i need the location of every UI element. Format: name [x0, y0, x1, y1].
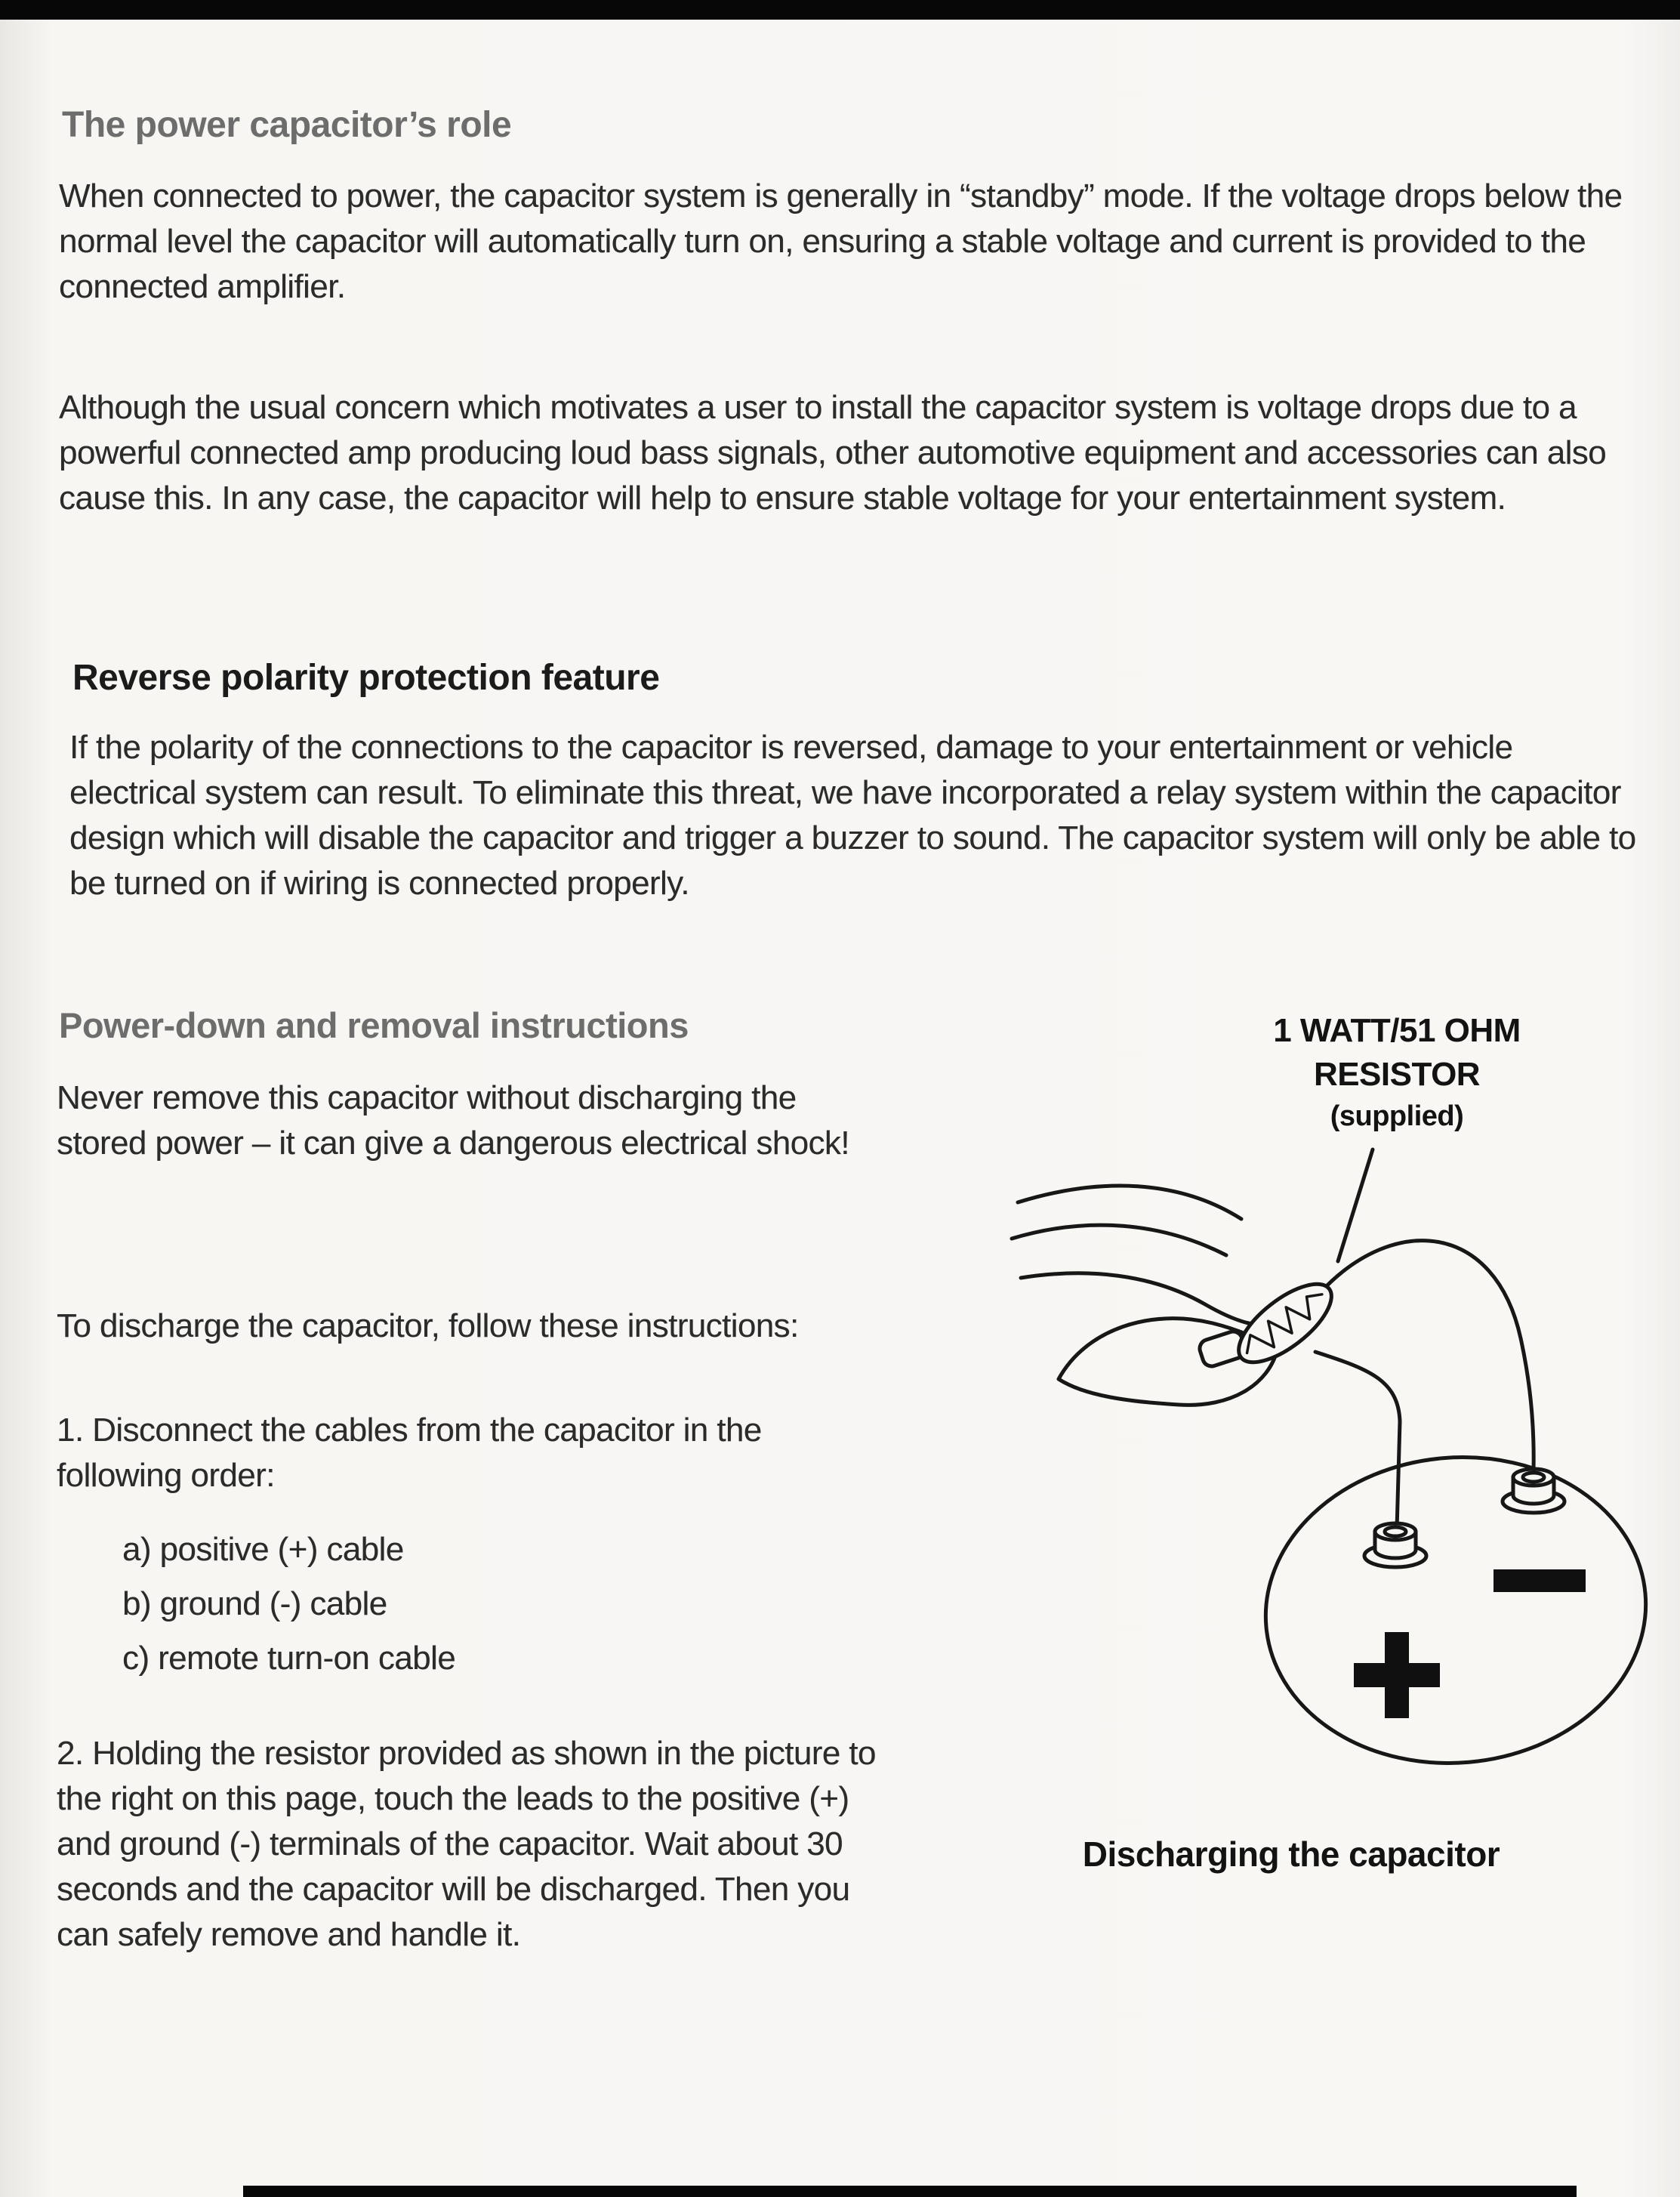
scan-edge-bottom [243, 2186, 1577, 2197]
hand-icon [1012, 1186, 1278, 1405]
heading-reverse-polarity: Reverse polarity protection feature [72, 658, 660, 698]
positive-terminal [1364, 1523, 1426, 1567]
discharge-illustration [974, 1118, 1654, 1873]
list-item-remote-cable: c) remote turn-on cable [122, 1640, 456, 1677]
plus-symbol [1354, 1632, 1440, 1718]
list-item-ground-cable: b) ground (-) cable [122, 1585, 387, 1622]
paragraph-step-1: 1. Disconnect the cables from the capacitor in the following order: [57, 1412, 762, 1494]
capacitor-body [1253, 1442, 1654, 1779]
label-pointer-line [1338, 1149, 1373, 1261]
minus-symbol [1494, 1569, 1586, 1592]
paragraph-discharge-intro: To discharge the capacitor, follow these instructions: [57, 1307, 799, 1344]
resistor-lead-right [1320, 1241, 1534, 1470]
paragraph-role-1: When connected to power, the capacitor system is generally in “standby” mode. If the voltage drops below the normal level the capacitor will automatically turn on, ensuring a stable voltage and current is provided to the connected amplifier. [59, 177, 1623, 305]
paragraph-step-2: 2. Holding the resistor provided as shown in the picture to the right on this page, touch the leads to the positive (+) and ground (-) terminals of the capacitor. Wait about 30 seconds and the capacitor will be discharged. Then you can safely remove and handle it. [57, 1735, 876, 1953]
resistor-label-line2: RESISTOR [1313, 1056, 1481, 1093]
resistor-label [1208, 1009, 1586, 1136]
heading-power-down: Power-down and removal instructions [59, 1005, 689, 1045]
paragraph-discharge-warning: Never remove this capacitor without discharging the stored power – it can give a dangerous electrical shock! [57, 1079, 849, 1162]
scan-edge-top [0, 0, 1680, 20]
list-item-positive-cable: a) positive (+) cable [122, 1531, 404, 1568]
paragraph-role-2: Although the usual concern which motivates a user to install the capacitor system is voltage drops due to a powerful connected amp producing loud bass signals, other automotive equipment and accessories can also cause this. In any case, the capacitor will help to ensure stable voltage for your entertainment system. [59, 389, 1607, 517]
paragraph-reverse-polarity: If the polarity of the connections to the capacitor is reversed, damage to your entertainment or vehicle electrical system can result. To eliminate this threat, we have incorporated a relay system within the capacitor design which will disable the capacitor and trigger a buzzer to sound. The capacitor system will only be able to be turned on if wiring is connected properly. [69, 729, 1636, 902]
resistor-label-line1: 1 WATT/51 OHM [1273, 1012, 1521, 1049]
figure-caption: Discharging the capacitor [1082, 1834, 1500, 1874]
cable-order-list [122, 1523, 455, 1686]
resistor-label-line3: (supplied) [1330, 1100, 1464, 1132]
negative-terminal [1503, 1469, 1564, 1513]
heading-power-capacitor-role: The power capacitor’s role [62, 105, 512, 145]
